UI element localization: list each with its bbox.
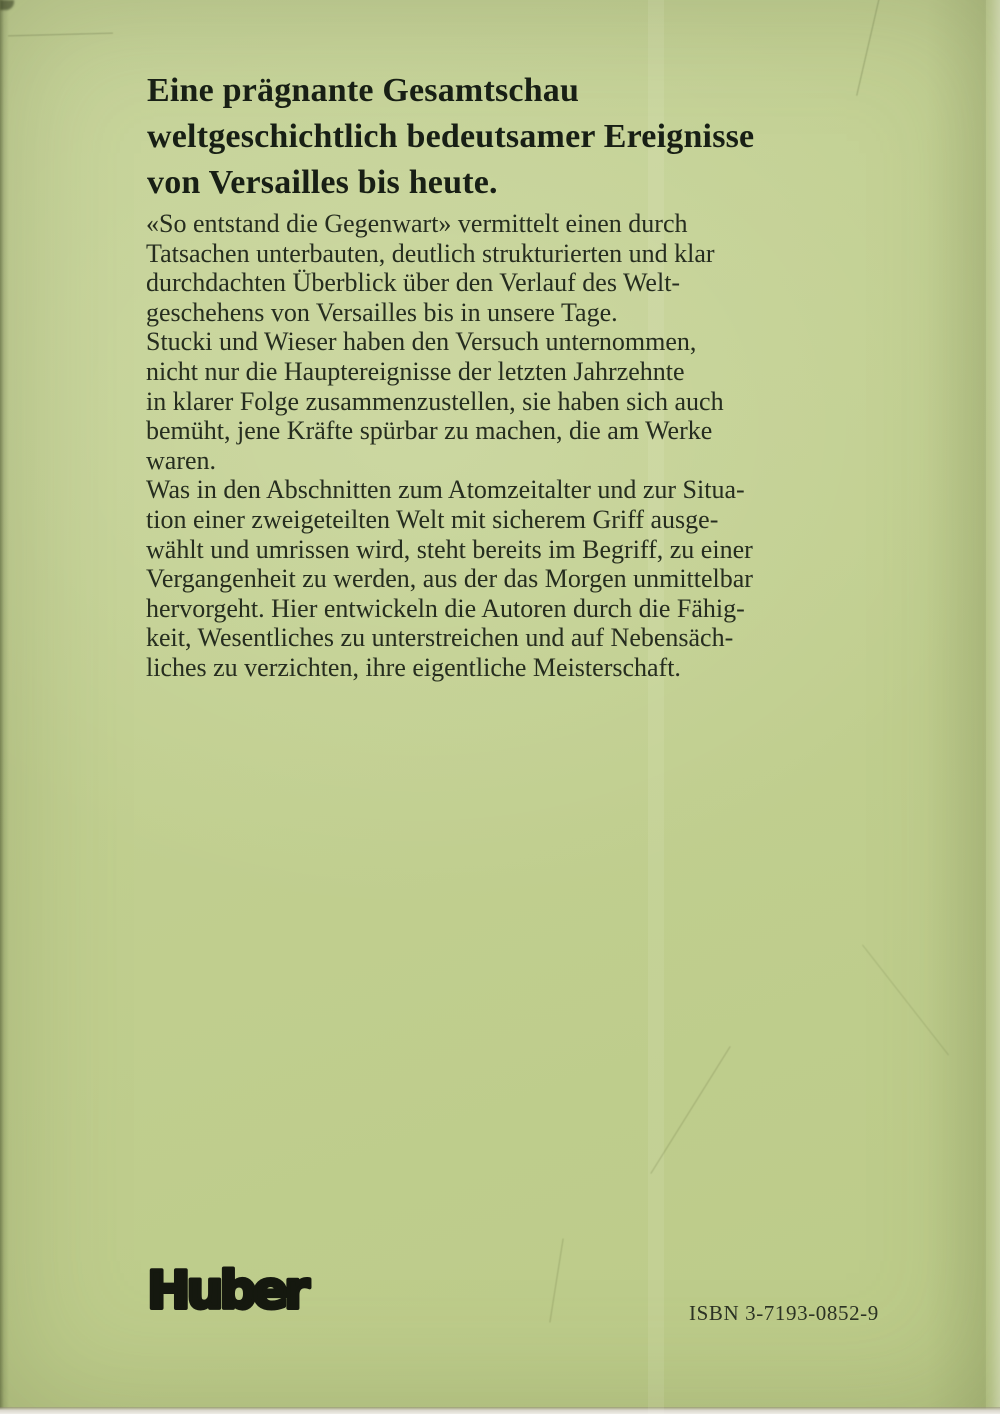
cover-headline [147, 68, 754, 206]
huber-wordmark [145, 1261, 327, 1319]
blurb-line: in klarer Folge zusammenzustellen, sie haben sich auch [146, 386, 724, 416]
publisher-logo [145, 1261, 327, 1324]
blurb-line: wählt und umrissen wird, steht bereits im Begriff, zu einer [146, 534, 753, 564]
paper-crease [650, 1046, 730, 1174]
paper-crease [8, 33, 113, 37]
blurb-line: Was in den Abschnitten zum Atomzeitalter und zur Situa- [146, 475, 745, 505]
blurb-line: Stucki und Wieser haben den Versuch unternommen, [146, 327, 697, 357]
blurb-line: Vergangenheit zu werden, aus der das Morgen unmittelbar [146, 564, 753, 594]
blurb-line: waren. [146, 445, 217, 475]
isbn-text: ISBN 3-7193-0852-9 [689, 1301, 879, 1325]
blurb-line: hervorgeht. Hier entwickeln die Autoren durch die Fähig- [146, 593, 745, 623]
bottom-page-edge [0, 1407, 1000, 1414]
blurb-line: Tatsachen unterbauten, deutlich strukturierten und klar [146, 238, 715, 268]
huber-wordmark-text: Huber [147, 1261, 306, 1319]
blurb-line: liches zu verzichten, ihre eigentliche Meisterschaft. [146, 652, 681, 682]
blurb-line: nicht nur die Hauptereignisse der letzten Jahrzehnte [146, 356, 685, 386]
blurb-line: durchdachten Überblick über den Verlauf des Welt- [146, 268, 681, 298]
headline-line: von Versailles bis heute. [147, 164, 498, 201]
blurb-line: bemüht, jene Kräfte spürbar zu machen, die am Werke [146, 416, 713, 446]
blurb-line: «So entstand die Gegenwart» vermittelt einen durch [146, 209, 688, 238]
blurb-line: tion einer zweigeteilten Welt mit sicherem Griff ausge- [146, 504, 719, 534]
paper-crease [549, 1238, 563, 1322]
cover-blurb [146, 209, 753, 683]
blurb-line: geschehens von Versailles bis in unsere Tage. [146, 297, 618, 327]
right-page-edge [984, 0, 1000, 1414]
headline-line: weltgeschichtlich bedeutsamer Ereignisse [147, 118, 755, 155]
top-left-corner-shadow [0, 0, 14, 10]
left-page-edge [0, 0, 9, 1414]
paper-crease [856, 0, 881, 96]
headline-line: Eine prägnante Gesamtschau [147, 72, 580, 109]
blurb-line: keit, Wesentliches zu unterstreichen und auf Nebensäch- [146, 623, 734, 653]
right-shading-band [926, 0, 986, 1414]
